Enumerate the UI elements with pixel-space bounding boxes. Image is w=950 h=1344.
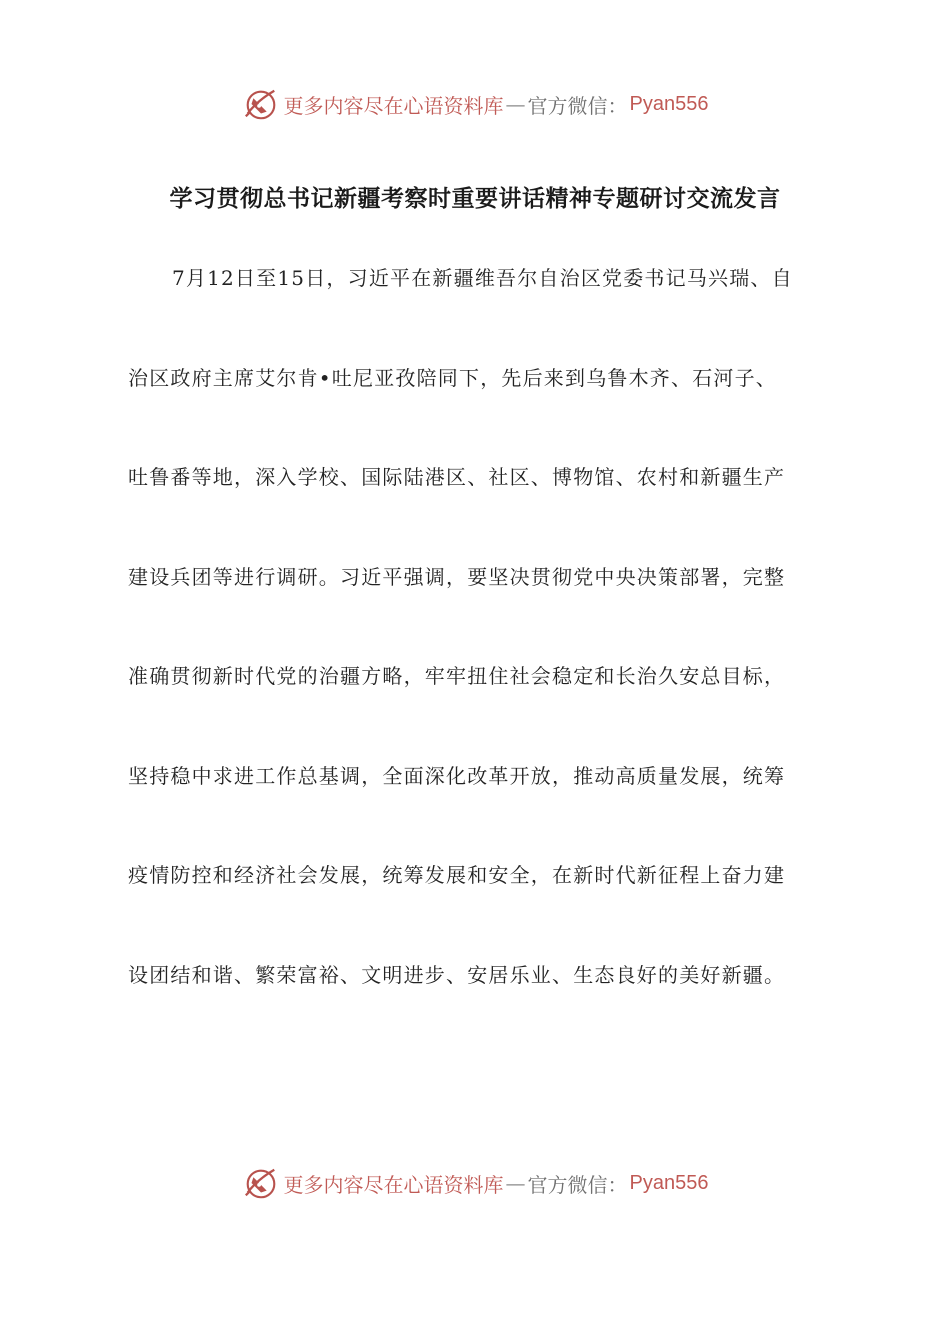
body-line: 准确贯彻新时代党的治疆方略，牢牢扭住社会稳定和长治久安总目标，	[128, 664, 786, 688]
banner-wechat-id: Pyan556	[629, 1171, 709, 1194]
footer-banner	[0, 1163, 950, 1203]
body-line: 治区政府主席艾尔肯•吐尼亚孜陪同下，先后来到乌鲁木齐、石河子、	[128, 365, 777, 390]
header-banner	[0, 84, 950, 124]
banner-wechat-label: 官方微信：	[527, 1172, 628, 1197]
body-line: 坚持稳中求进工作总基调，全面深化改革开放，推动高质量发展，统筹	[128, 763, 786, 788]
banner-wechat-label: 官方微信：	[527, 93, 628, 118]
banner-wechat-id: Pyan556	[629, 92, 709, 115]
pen-nib-logo-icon	[242, 1164, 280, 1202]
body-line: 吐鲁番等地，深入学校、国际陆港区、社区、博物馆、农村和新疆生产	[128, 465, 786, 489]
body-line: 设团结和谐、繁荣富裕、文明进步、安居乐业、生态良好的美好新疆。	[128, 962, 786, 987]
document-body	[128, 258, 830, 1054]
body-line: 7月12日至15日，习近平在新疆维吾尔自治区党委书记马兴瑞、自	[172, 266, 793, 290]
banner-library-text: 更多内容尽在心语资料库	[283, 93, 504, 118]
banner-separator: —	[505, 1171, 526, 1195]
document-title: 学习贯彻总书记新疆考察时重要讲话精神专题研讨交流发言	[169, 186, 781, 212]
banner-separator: —	[505, 92, 526, 116]
body-line: 建设兵团等进行调研。习近平强调，要坚决贯彻党中央决策部署，完整	[128, 564, 786, 589]
banner-library-text: 更多内容尽在心语资料库	[283, 1172, 504, 1197]
body-line: 疫情防控和经济社会发展，统筹发展和安全，在新时代新征程上奋力建	[128, 863, 786, 887]
pen-nib-logo-icon	[242, 85, 280, 123]
